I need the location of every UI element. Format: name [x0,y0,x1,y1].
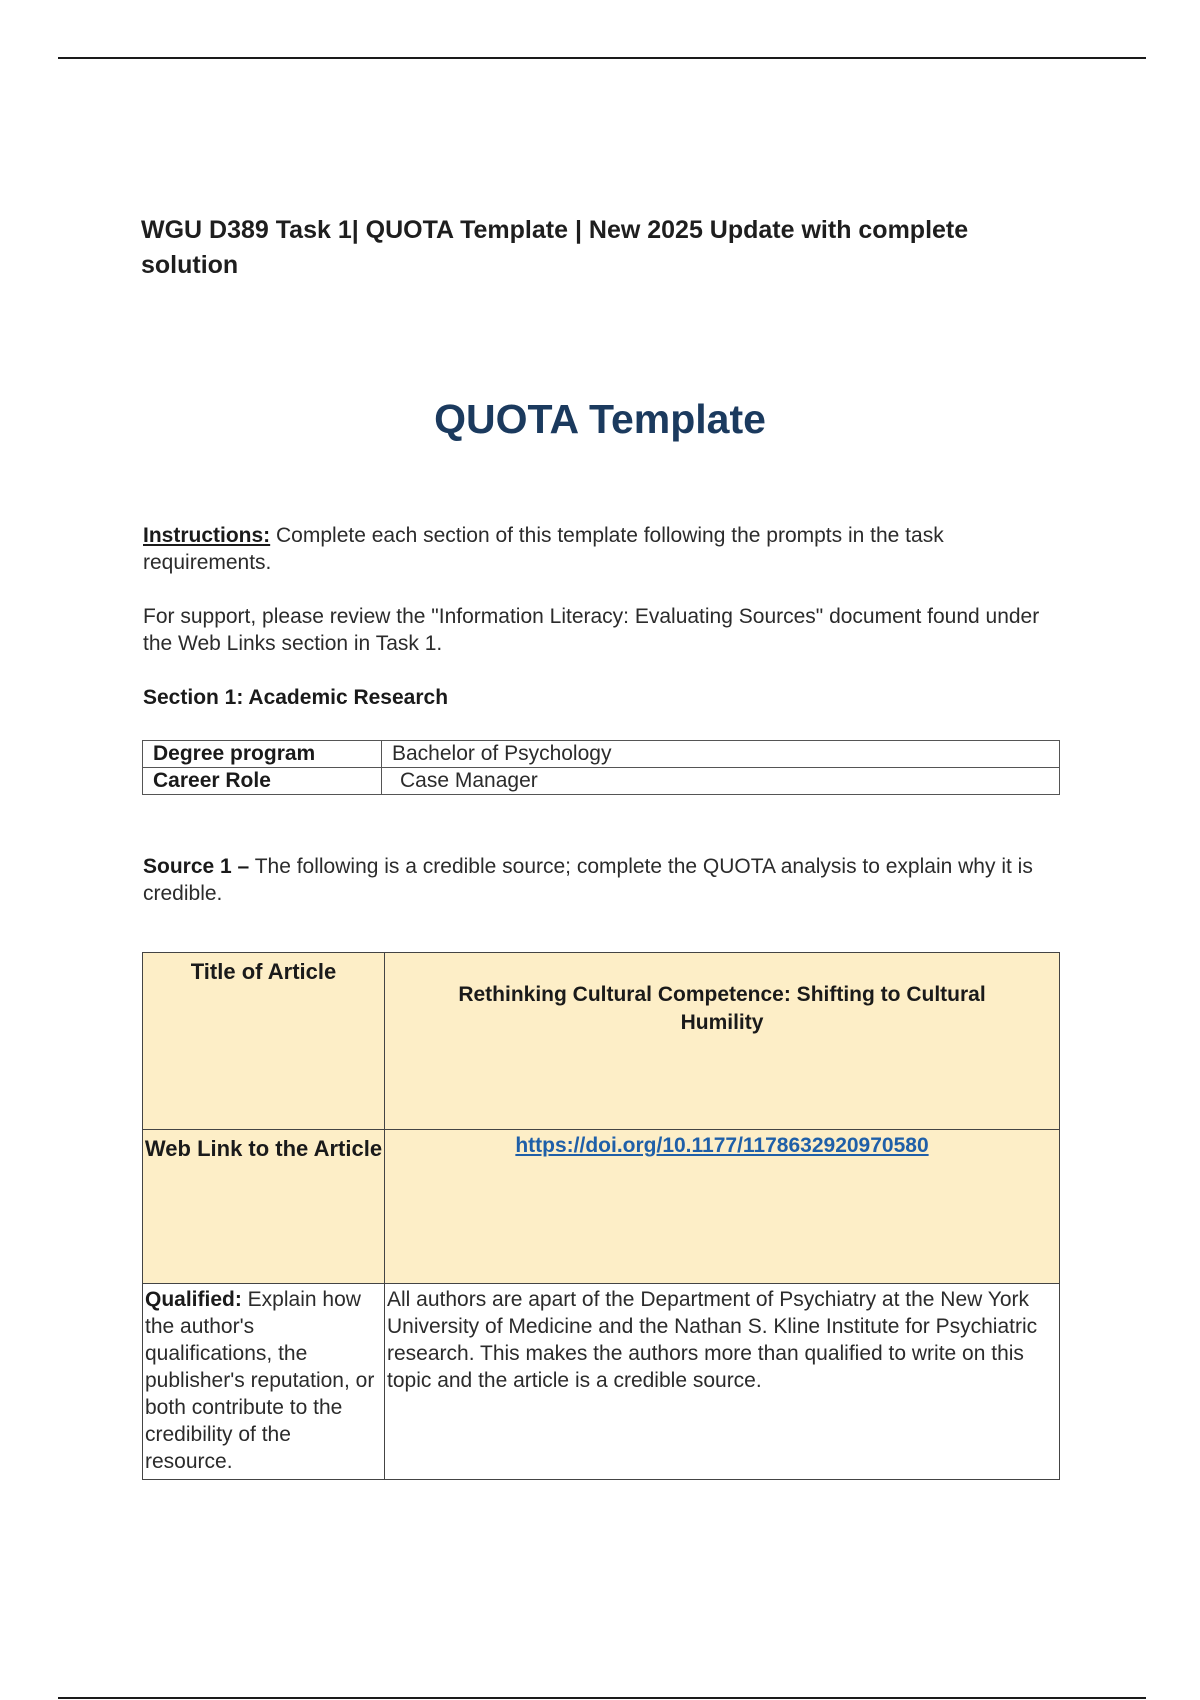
table-row [143,1284,1060,1480]
qualified-prompt-cell [143,1284,385,1480]
source-1-paragraph [143,853,1063,907]
bottom-rule [58,1697,1146,1699]
title-of-article-label: Title of Article [143,953,385,1130]
template-title: QUOTA Template [434,396,766,442]
document-title: WGU D389 Task 1| QUOTA Template | New 2025 Update with complete solution [141,216,969,279]
web-link-label: Web Link to the Article [143,1130,385,1284]
career-role-label: Career Role [143,768,382,795]
qualified-prompt: Explain how the author's qualifications, the publisher's reputation, or both contribute to the credibility of the resource. [145,1288,375,1473]
table-row [143,741,1060,768]
table-row [143,1130,1060,1284]
academic-research-table [142,740,1060,795]
instructions-text: Complete each section of this template following the prompts in the task requirements. [143,524,944,574]
section-1-heading: Section 1: Academic Research [143,686,449,709]
table-row [143,953,1060,1130]
source-1-label: Source 1 – [143,855,250,878]
qualified-label: Qualified: [145,1288,242,1311]
support-paragraph: For support, please review the "Information Literacy: Evaluating Sources" document found under the Web Links section in Task 1. [143,605,1040,655]
top-rule [58,57,1146,59]
degree-program-value: Bachelor of Psychology [382,741,1060,768]
article-title-value: Rethinking Cultural Competence: Shifting to Cultural Humility [385,953,1060,1130]
table-row [143,768,1060,795]
web-link-cell [385,1130,1060,1284]
degree-program-label: Degree program [143,741,382,768]
career-role-value: Case Manager [382,768,1060,795]
instructions-paragraph [143,522,1063,576]
source-1-text: The following is a credible source; complete the QUOTA analysis to explain why it is credible. [143,855,1033,905]
qualified-answer: All authors are apart of the Department of Psychiatry at the New York University of Medicine and the Nathan S. Kline Institute for Psychiatric research. This makes the authors more than qualified to write on this topic and the article is a credible source. [385,1284,1060,1480]
quota-analysis-table [142,952,1060,1480]
instructions-label: Instructions: [143,524,271,547]
article-link[interactable]: https://doi.org/10.1177/1178632920970580 [515,1134,929,1157]
